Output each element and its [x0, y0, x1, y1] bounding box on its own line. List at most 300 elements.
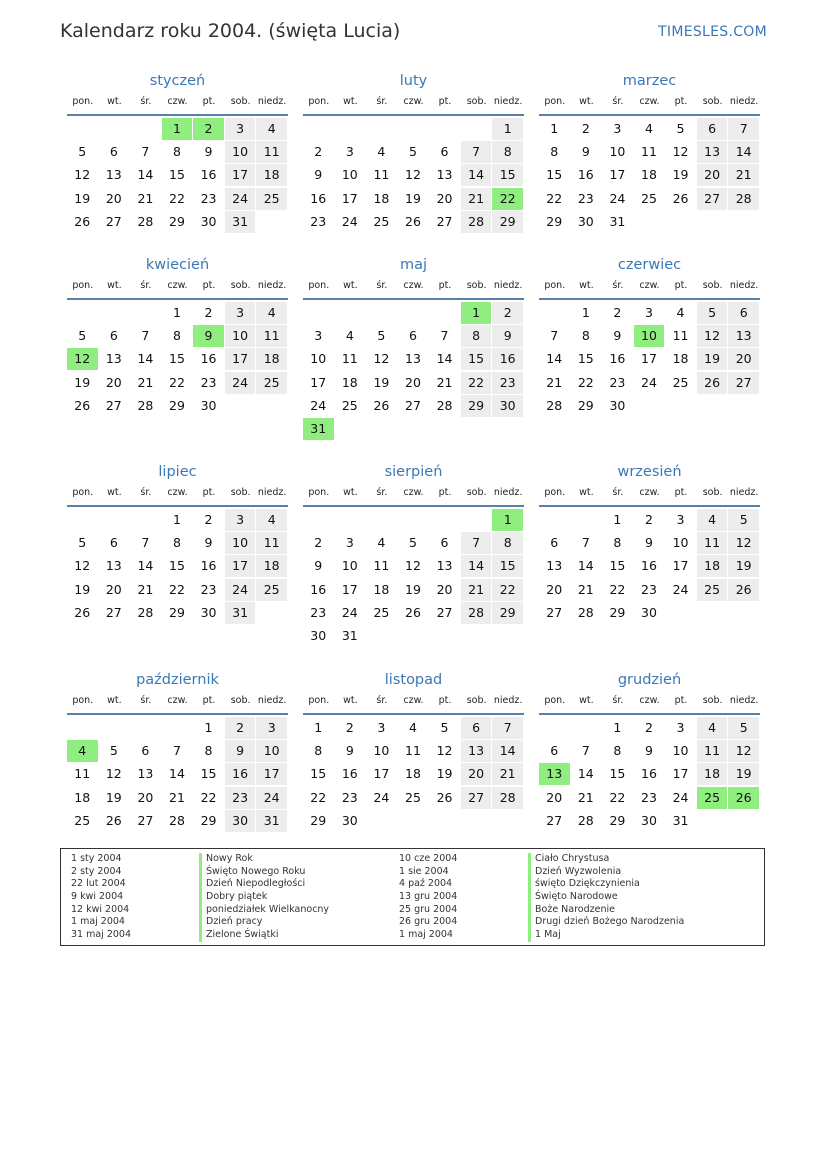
day-cell: 30	[310, 628, 327, 643]
holiday-day-cell: 4	[67, 740, 98, 762]
day-cell: 21	[137, 190, 154, 206]
day-cell: 7	[141, 328, 150, 344]
day-cell: 5	[377, 328, 386, 344]
weekday-label: śr.	[376, 487, 388, 498]
day-cell: 13	[546, 558, 563, 574]
day-cell: 23	[225, 787, 256, 809]
weekday-label: pon.	[308, 280, 330, 291]
day-cell: 8	[172, 144, 181, 160]
day-cell: 28	[137, 604, 154, 620]
day-cell: 21	[461, 579, 492, 601]
day-cell: 14	[577, 766, 594, 782]
day-cell: 24	[672, 581, 689, 597]
day-cell: 23	[310, 604, 327, 620]
weekday-label: śr.	[140, 280, 152, 291]
day-cell: 20	[546, 789, 563, 805]
weekday-label: śr.	[140, 695, 152, 706]
legend-date: 2 sty 2004	[71, 865, 122, 877]
day-cell: 11	[74, 766, 91, 782]
day-cell: 26	[728, 579, 759, 601]
day-cell: 7	[141, 144, 150, 160]
legend-holiday-name: Święto Nowego Roku	[199, 866, 329, 879]
weekday-label: sob.	[702, 280, 723, 291]
day-cell: 17	[225, 164, 256, 186]
day-cell: 19	[728, 555, 759, 577]
day-cell: 15	[169, 558, 185, 574]
day-grid	[539, 302, 760, 418]
day-cell: 11	[405, 743, 421, 759]
day-cell: 11	[373, 167, 390, 183]
day-cell: 1	[581, 305, 590, 320]
day-cell: 6	[461, 717, 492, 739]
day-cell: 17	[373, 766, 390, 782]
day-cell: 6	[550, 743, 559, 759]
weekday-label: czw.	[167, 695, 188, 706]
weekday-label: wt.	[107, 96, 122, 107]
weekday-label: pt.	[438, 96, 452, 107]
day-cell: 25	[373, 213, 390, 229]
day-cell: 5	[728, 717, 759, 739]
day-cell: 15	[310, 766, 327, 782]
day-cell: 8	[204, 743, 213, 759]
day-cell: 13	[728, 325, 759, 347]
legend-right-dates	[399, 853, 457, 942]
day-cell: 11	[641, 144, 657, 160]
weekday-label: niedz.	[493, 695, 523, 706]
legend-left-dates	[71, 853, 131, 942]
day-cell: 15	[169, 167, 185, 183]
day-cell: 5	[728, 509, 759, 531]
day-cell: 23	[609, 374, 626, 390]
day-cell: 22	[546, 190, 563, 206]
day-cell: 27	[105, 604, 122, 620]
day-cell: 9	[644, 535, 653, 551]
month-name: listopad	[384, 672, 443, 688]
weekday-label: niedz.	[257, 280, 287, 291]
day-cell: 4	[345, 328, 354, 344]
legend-holiday-name: Dzień Niepodległości	[199, 878, 329, 891]
day-cell: 7	[581, 535, 590, 551]
day-cell: 29	[577, 397, 594, 413]
day-cell: 6	[109, 535, 118, 551]
day-cell: 28	[577, 604, 594, 620]
day-cell: 26	[436, 789, 453, 805]
day-cell: 28	[137, 397, 154, 413]
day-cell: 17	[641, 351, 657, 367]
day-cell: 29	[310, 812, 327, 828]
day-cell: 26	[373, 397, 390, 413]
day-cell: 6	[728, 302, 759, 324]
day-cell: 4	[697, 717, 728, 739]
day-cell: 9	[345, 743, 354, 759]
month-6	[67, 461, 288, 625]
weekday-label: pon.	[544, 96, 566, 107]
day-cell: 1	[172, 512, 181, 527]
weekday-label: pon.	[308, 695, 330, 706]
legend-holiday-name: Nowy Rok	[199, 853, 329, 866]
day-cell: 27	[546, 812, 563, 828]
weekday-label: sob.	[466, 487, 487, 498]
day-cell: 28	[436, 397, 453, 413]
day-cell: 22	[609, 789, 626, 805]
day-cell: 25	[641, 190, 657, 206]
weekday-header	[539, 276, 760, 300]
day-cell: 14	[461, 164, 492, 186]
month-name: sierpień	[384, 464, 443, 480]
weekday-label: pt.	[674, 280, 688, 291]
day-cell: 21	[577, 789, 594, 805]
day-cell: 21	[728, 164, 759, 186]
day-cell: 11	[256, 532, 287, 554]
day-cell: 2	[644, 512, 653, 527]
day-cell: 26	[697, 372, 728, 394]
day-cell: 18	[341, 374, 358, 390]
day-cell: 27	[728, 372, 759, 394]
day-cell: 5	[408, 144, 417, 160]
holiday-day-cell: 1	[492, 509, 523, 531]
weekday-label: pon.	[72, 695, 94, 706]
day-cell: 4	[377, 144, 386, 160]
day-cell: 7	[461, 532, 492, 554]
day-cell: 24	[310, 397, 327, 413]
day-cell: 25	[256, 188, 287, 210]
day-cell: 30	[609, 397, 626, 413]
weekday-label: pon.	[72, 487, 94, 498]
day-cell: 14	[137, 167, 154, 183]
day-cell: 7	[141, 535, 150, 551]
day-cell: 8	[172, 328, 181, 344]
day-cell: 24	[373, 789, 390, 805]
day-cell: 15	[492, 164, 523, 186]
weekday-label: niedz.	[493, 280, 523, 291]
month-4	[303, 254, 524, 441]
weekday-label: wt.	[107, 695, 122, 706]
weekday-label: pt.	[438, 695, 452, 706]
holiday-day-cell: 25	[697, 787, 728, 809]
weekday-label: czw.	[167, 96, 188, 107]
weekday-label: niedz.	[257, 487, 287, 498]
day-cell: 5	[78, 535, 87, 551]
legend-holiday-name: Boże Narodzenie	[528, 904, 684, 917]
weekday-label: czw.	[403, 695, 424, 706]
day-cell: 19	[405, 190, 421, 206]
weekday-label: czw.	[167, 487, 188, 498]
weekday-label: śr.	[140, 487, 152, 498]
weekday-label: śr.	[376, 695, 388, 706]
weekday-label: pt.	[674, 695, 688, 706]
day-cell: 9	[581, 144, 590, 160]
day-cell: 29	[609, 812, 626, 828]
day-cell: 14	[492, 740, 523, 762]
day-cell: 23	[200, 190, 217, 206]
holiday-day-cell: 1	[162, 118, 193, 140]
month-name: styczeń	[149, 73, 206, 89]
day-cell: 18	[697, 555, 728, 577]
day-cell: 12	[436, 743, 453, 759]
day-cell: 1	[613, 720, 622, 735]
weekday-label: czw.	[639, 695, 660, 706]
day-cell: 18	[373, 190, 390, 206]
day-cell: 9	[613, 328, 622, 344]
weekday-label: niedz.	[493, 96, 523, 107]
weekday-label: pon.	[72, 280, 94, 291]
day-cell: 4	[377, 535, 386, 551]
day-cell: 2	[204, 305, 213, 320]
day-cell: 18	[256, 348, 287, 370]
day-cell: 27	[137, 812, 154, 828]
day-cell: 16	[225, 763, 256, 785]
day-cell: 13	[461, 740, 492, 762]
day-cell: 3	[613, 121, 622, 136]
legend-holiday-name: święto Dziękczynienia	[528, 878, 684, 891]
day-cell: 4	[256, 118, 287, 140]
day-cell: 22	[609, 581, 626, 597]
day-cell: 28	[137, 213, 154, 229]
day-cell: 10	[341, 167, 358, 183]
weekday-label: pon.	[72, 96, 94, 107]
day-cell: 19	[105, 789, 122, 805]
month-name: wrzesień	[617, 464, 682, 480]
day-cell: 22	[169, 581, 185, 597]
day-cell: 5	[408, 535, 417, 551]
day-cell: 30	[641, 812, 657, 828]
weekday-label: śr.	[376, 280, 388, 291]
day-cell: 24	[256, 787, 287, 809]
holiday-legend	[60, 848, 765, 946]
day-cell: 19	[436, 766, 453, 782]
day-cell: 31	[341, 628, 358, 643]
weekday-header	[303, 691, 524, 715]
weekday-label: wt.	[579, 695, 594, 706]
weekday-label: wt.	[107, 487, 122, 498]
weekday-header	[303, 483, 524, 507]
day-cell: 5	[676, 121, 685, 136]
day-cell: 3	[256, 717, 287, 739]
day-grid	[67, 302, 288, 418]
holiday-day-cell: 1	[461, 302, 492, 324]
day-cell: 20	[546, 581, 563, 597]
weekday-label: niedz.	[257, 96, 287, 107]
day-cell: 2	[492, 302, 523, 324]
day-grid	[303, 118, 524, 234]
weekday-label: niedz.	[729, 280, 759, 291]
day-cell: 12	[728, 532, 759, 554]
day-cell: 24	[341, 604, 358, 620]
day-cell: 28	[461, 602, 492, 624]
day-cell: 4	[697, 509, 728, 531]
weekday-label: pt.	[438, 280, 452, 291]
holiday-day-cell: 13	[539, 763, 570, 785]
day-cell: 12	[728, 740, 759, 762]
day-cell: 21	[436, 374, 453, 390]
day-cell: 18	[256, 164, 287, 186]
day-cell: 30	[641, 604, 657, 620]
weekday-label: niedz.	[729, 695, 759, 706]
day-cell: 23	[200, 581, 217, 597]
legend-date: 25 gru 2004	[399, 903, 458, 915]
legend-date: 9 kwi 2004	[71, 891, 124, 903]
day-cell: 19	[74, 581, 91, 597]
legend-holiday-name: 1 Maj	[528, 929, 684, 942]
legend-date: 26 gru 2004	[399, 916, 458, 928]
day-cell: 20	[105, 190, 122, 206]
weekday-label: sob.	[230, 695, 251, 706]
weekday-label: pt.	[202, 487, 216, 498]
day-cell: 8	[172, 535, 181, 551]
month-3	[67, 254, 288, 418]
holiday-day-cell: 10	[634, 325, 665, 347]
day-cell: 3	[676, 512, 685, 527]
day-cell: 29	[169, 397, 185, 413]
day-cell: 10	[341, 558, 358, 574]
day-cell: 19	[405, 581, 421, 597]
day-cell: 2	[225, 717, 256, 739]
day-cell: 29	[492, 211, 523, 233]
day-cell: 14	[169, 766, 185, 782]
day-cell: 12	[74, 558, 91, 574]
day-cell: 30	[200, 397, 217, 413]
day-cell: 7	[581, 743, 590, 759]
day-cell: 19	[728, 763, 759, 785]
holiday-day-cell: 22	[492, 188, 523, 210]
legend-date: 13 gru 2004	[399, 891, 458, 903]
month-name: luty	[399, 73, 428, 89]
day-cell: 9	[644, 743, 653, 759]
day-cell: 3	[676, 720, 685, 735]
day-cell: 23	[310, 213, 327, 229]
day-cell: 8	[550, 144, 559, 160]
day-cell: 22	[169, 190, 185, 206]
day-cell: 22	[200, 789, 217, 805]
day-cell: 6	[440, 535, 449, 551]
day-cell: 15	[577, 351, 594, 367]
day-cell: 15	[546, 167, 563, 183]
day-cell: 10	[256, 740, 287, 762]
weekday-label: niedz.	[257, 695, 287, 706]
weekday-label: pon.	[308, 487, 330, 498]
legend-date: 1 maj 2004	[71, 916, 125, 928]
day-cell: 7	[440, 328, 449, 344]
day-cell: 24	[225, 579, 256, 601]
weekday-label: czw.	[403, 96, 424, 107]
weekday-label: wt.	[343, 96, 358, 107]
day-cell: 20	[137, 789, 154, 805]
day-cell: 28	[728, 188, 759, 210]
weekday-label: wt.	[107, 280, 122, 291]
day-cell: 19	[373, 374, 390, 390]
day-grid	[303, 717, 524, 833]
weekday-label: pt.	[202, 695, 216, 706]
weekday-label: sob.	[230, 280, 251, 291]
day-cell: 3	[345, 144, 354, 160]
legend-date: 10 cze 2004	[399, 853, 458, 864]
day-cell: 6	[109, 328, 118, 344]
weekday-header	[303, 92, 524, 116]
day-cell: 7	[550, 328, 559, 344]
day-cell: 29	[492, 602, 523, 624]
day-cell: 27	[105, 213, 122, 229]
day-cell: 16	[577, 167, 594, 183]
weekday-label: czw.	[639, 487, 660, 498]
day-cell: 18	[74, 789, 91, 805]
day-cell: 21	[546, 374, 563, 390]
weekday-label: śr.	[140, 96, 152, 107]
weekday-label: śr.	[612, 695, 624, 706]
day-cell: 26	[74, 604, 91, 620]
day-cell: 27	[405, 397, 421, 413]
day-cell: 17	[672, 766, 689, 782]
day-cell: 10	[225, 325, 256, 347]
day-cell: 14	[436, 351, 453, 367]
day-cell: 21	[137, 374, 154, 390]
weekday-label: sob.	[702, 96, 723, 107]
day-cell: 11	[256, 325, 287, 347]
weekday-label: pon.	[544, 487, 566, 498]
day-cell: 1	[172, 305, 181, 320]
day-cell: 20	[105, 581, 122, 597]
weekday-label: niedz.	[493, 487, 523, 498]
day-cell: 3	[345, 535, 354, 551]
day-cell: 10	[672, 743, 689, 759]
day-cell: 11	[697, 740, 728, 762]
day-cell: 6	[408, 328, 417, 344]
weekday-header	[539, 691, 760, 715]
day-cell: 12	[697, 325, 728, 347]
day-cell: 28	[492, 787, 523, 809]
day-cell: 13	[105, 351, 122, 367]
day-cell: 10	[225, 532, 256, 554]
brand-logo-text[interactable]: TIMESLES.COM	[658, 24, 767, 40]
day-grid	[539, 717, 760, 833]
day-cell: 24	[225, 372, 256, 394]
month-name: grudzień	[617, 672, 682, 688]
day-cell: 16	[200, 351, 217, 367]
day-cell: 21	[577, 581, 594, 597]
day-cell: 1	[492, 118, 523, 140]
day-cell: 12	[405, 558, 421, 574]
day-cell: 30	[200, 604, 217, 620]
day-cell: 21	[137, 581, 154, 597]
day-cell: 31	[672, 812, 689, 828]
day-cell: 10	[672, 535, 689, 551]
day-cell: 4	[644, 121, 653, 136]
weekday-label: niedz.	[729, 487, 759, 498]
day-cell: 9	[314, 558, 323, 574]
day-cell: 15	[461, 348, 492, 370]
day-cell: 8	[492, 532, 523, 554]
day-cell: 12	[672, 144, 689, 160]
day-cell: 22	[461, 372, 492, 394]
month-11	[539, 669, 760, 833]
day-cell: 11	[697, 532, 728, 554]
day-cell: 9	[225, 740, 256, 762]
day-cell: 25	[405, 789, 421, 805]
day-grid	[67, 717, 288, 833]
day-cell: 20	[436, 581, 453, 597]
day-cell: 2	[581, 121, 590, 136]
month-5	[539, 254, 760, 418]
day-cell: 31	[609, 213, 626, 229]
day-cell: 20	[436, 190, 453, 206]
day-cell: 28	[461, 211, 492, 233]
day-cell: 16	[310, 581, 327, 597]
day-cell: 23	[577, 190, 594, 206]
day-cell: 11	[373, 558, 390, 574]
day-cell: 17	[225, 555, 256, 577]
day-cell: 15	[609, 766, 626, 782]
day-cell: 25	[341, 397, 358, 413]
day-cell: 7	[461, 141, 492, 163]
